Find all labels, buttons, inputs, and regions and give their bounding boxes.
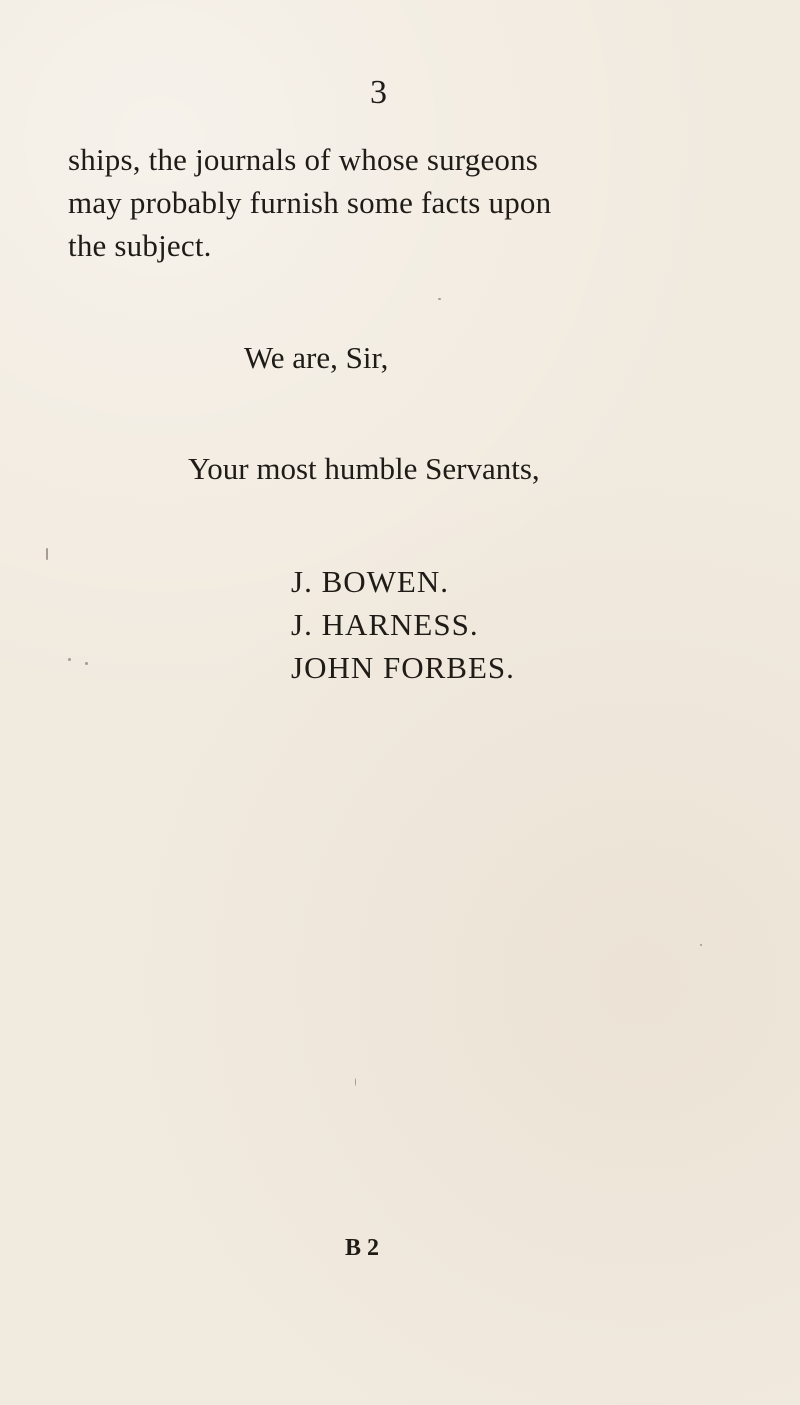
paper-speck [355, 1078, 356, 1086]
body-line: ships, the journals of whose surgeons [68, 142, 539, 177]
printer-signature-mark: B 2 [345, 1235, 380, 1261]
closing-servants-line: Your most humble Servants, [188, 451, 540, 486]
signature-list [291, 560, 515, 689]
paper-speck [68, 658, 71, 661]
signature-harness: J. HARNESS. [291, 607, 479, 642]
signature-bowen: J. BOWEN. [291, 564, 449, 599]
signature-forbes: JOHN FORBES. [291, 650, 515, 685]
body-line: the subject. [68, 228, 212, 263]
paper-speck [438, 298, 441, 300]
body-line: may probably furnish some facts upon [68, 185, 552, 220]
page-number: 3 [370, 74, 387, 111]
paper-speck [46, 548, 48, 560]
paper-speck [85, 662, 88, 665]
paper-speck [700, 944, 702, 946]
closing-salutation: We are, Sir, [244, 340, 389, 375]
body-paragraph [68, 138, 728, 267]
